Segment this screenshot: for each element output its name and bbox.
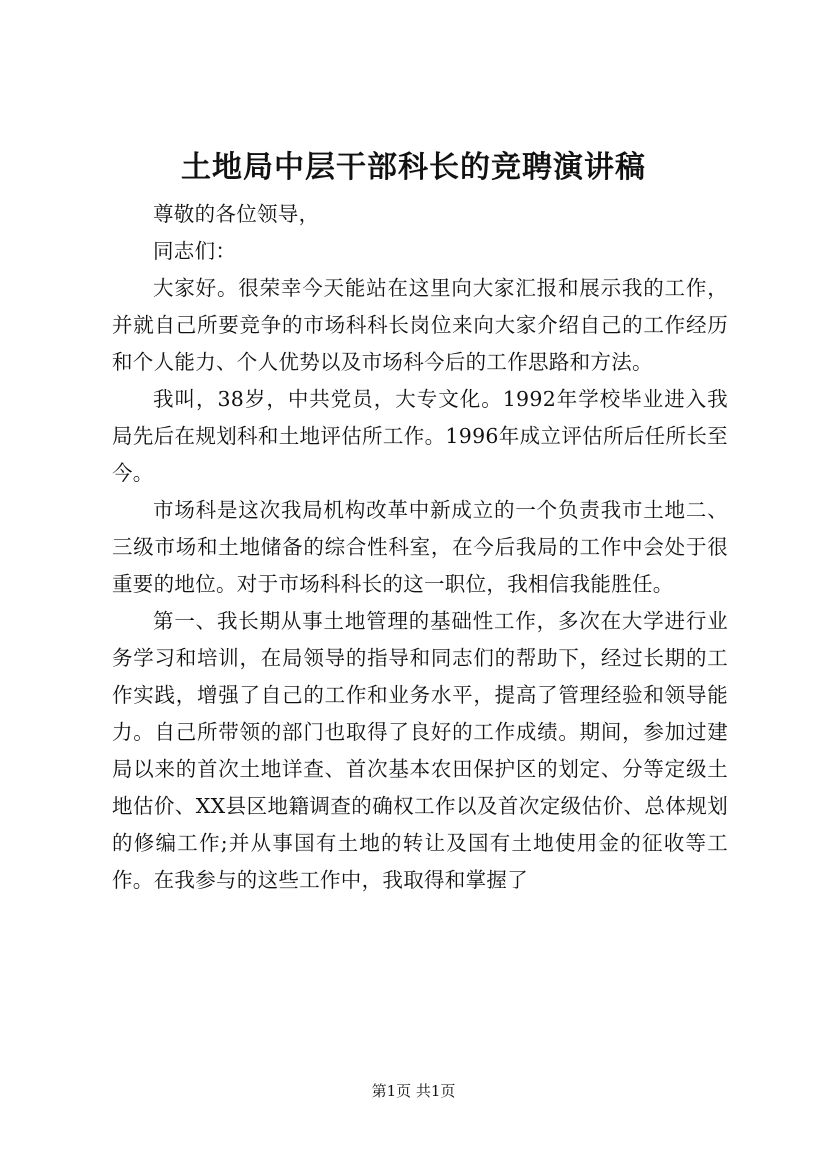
- paragraph-market-department: 市场科是这次我局机构改革中新成立的一个负责我市土地二、三级市场和土地储备的综合性科室，在今后我局的工作中会处于很重要的地位。对于市场科科长的这一职位，我相信我能胜任。: [112, 498, 728, 596]
- document-body: [112, 196, 728, 899]
- paragraph-first-reason: 第一、我长期从事土地管理的基础性工作，多次在大学进行业务学习和培训，在局领导的指导和同志们的帮助下，经过长期的工作实践，增强了自己的工作和业务水平，提高了管理经验和领导能力。自己所带领的部门也取得了良好的工作成绩。期间，参加过建局以来的首次土地详查、首次基本农田保护区的划定、分等定级土地估价、XX县区地籍调查的确权工作以及首次定级估价、总体规划的修编工作;并从事国有土地的转让及国有土地使用金的征收等工作。在我参与的这些工作中，我取得和掌握了: [112, 609, 728, 892]
- page-footer: [0, 1081, 827, 1101]
- page-number-label: 第1页 共1页: [371, 1082, 456, 1100]
- paragraph-greeting: 大家好。很荣幸今天能站在这里向大家汇报和展示我的工作，并就自己所要竞争的市场科科长岗位来向大家介绍自己的工作经历和个人能力、个人优势以及市场科今后的工作思路和方法。: [112, 276, 728, 374]
- document-title: 土地局中层干部科长的竞聘演讲稿: [181, 150, 646, 185]
- salutation-leaders: 尊敬的各位领导，: [153, 202, 320, 226]
- paragraph-self-introduction: 我叫，38岁，中共党员，大专文化。1992年学校毕业进入我局先后在规划科和土地评估所工作。1996年成立评估所后任所长至今。: [112, 387, 728, 485]
- salutation-comrades: 同志们：: [153, 239, 237, 263]
